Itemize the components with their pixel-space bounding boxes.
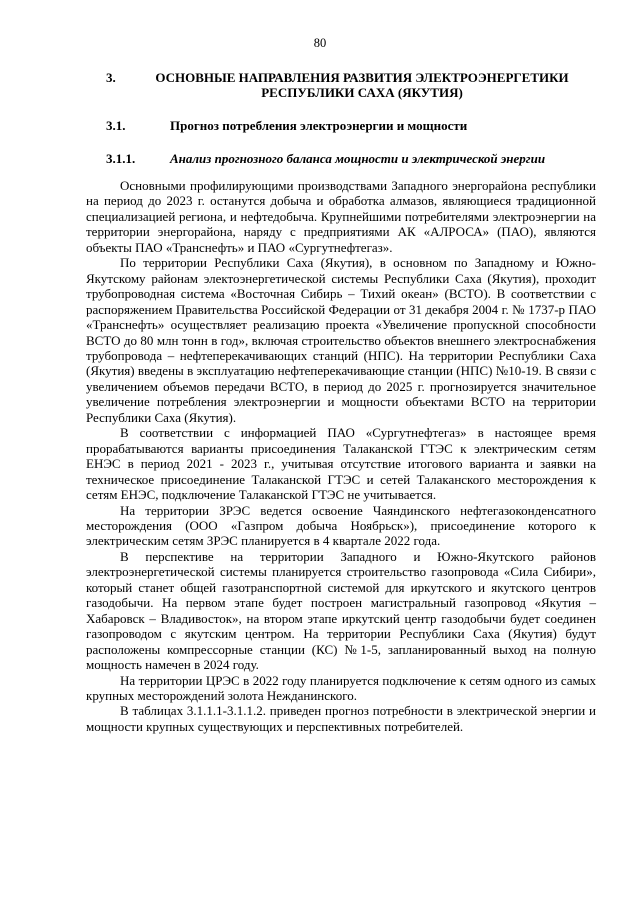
- section-title: ОСНОВНЫЕ НАПРАВЛЕНИЯ РАЗВИТИЯ ЭЛЕКТРОЭНЕРГЕТИКИ РЕСПУБЛИКИ САХА (ЯКУТИЯ): [155, 70, 569, 100]
- page-number: 80: [313, 36, 327, 50]
- paragraph: В перспективе на территории Западного и Южно-Якутского районов электроэнергетической системы планируется строительство газопровода «Сила Сибири», который станет общей газотранспортной системой для иркутского и якутского центров газодобычи. На первом этапе будет построен магистральный газопровод «Якутия – Хабаровск – Владивосток», на втором этапе иркутский центр газодобычи будет соединен газопроводом с якутским центром. На территории Республики Саха (Якутия) будут расположены компрессорные станции (КС) №1-5, запланированный выход на полную мощность намечен в 2024 году.: [86, 548, 596, 673]
- paragraph: На территории ЦРЭС в 2022 году планируется подключение к сетям одного из самых крупных месторождений золота Нежданинского.: [86, 672, 596, 703]
- paragraph: Основными профилирующими производствами Западного энергорайона республики на период до 2023 г. останутся добыча и обработка алмазов, являющиеся традиционной специализацией региона, и нефтедобыча. Крупнейшими потребителями электроэнергии на территории энергорайона, наряду с предприятиями АК «АЛРОСА» (ПАО), являются объекты ПАО «Транснефть» и ПАО «Сургутнефтегаз».: [86, 178, 596, 255]
- section-number: 3.: [106, 70, 116, 85]
- body-text: [86, 178, 596, 734]
- paragraph: В соответствии с информацией ПАО «Сургутнефтегаз» в настоящее время прорабатываются варианты присоединения Талаканской ГТЭС к электрическим сетям ЕНЭС в период 2021 - 2023 г., учитывая отсутствие итогового варианта и заявки на техническое присоединение Талаканской ГТЭС и сетей Талаканского месторождения к сетям ЕНЭС, подключение Талаканской ГТЭС не учитывается.: [86, 425, 596, 503]
- subsection-title: Прогноз потребления электроэнергии и мощности: [170, 118, 468, 133]
- paragraph: В таблицах 3.1.1.1-3.1.1.2. приведен прогноз потребности в электрической энергии и мощности крупных существующих и перспективных потребителей.: [86, 703, 596, 734]
- subsubsection-number: 3.1.1.: [106, 151, 136, 166]
- subsubsection-title: Анализ прогнозного баланса мощности и электрической энергии: [170, 151, 546, 166]
- paragraph: По территории Республики Саха (Якутия), в основном по Западному и Южно-Якутскому районам электоэнергетической системы Республики Саха (Якутия), проходит трубопроводная система «Восточная Сибирь – Тихий океан» (ВСТО). В соответствии с распоряжением Правительства Российской Федерации от 31 декабря 2004 г. № 1737-р ПАО «Транснефть» осуществляет реализацию проекта «Увеличение пропускной способности ВСТО до 80 млн тонн в год», включая строительство объектов внешнего электроснабжения трубопровода – нефтеперекачивающих станций (НПС). На территории Республики Саха (Якутия) введены в эксплуатацию нефтеперекачивающие станции (НПС) №10-19. В связи с увеличением объемов передачи ВСТО, в период до 2025 г. прогнозируется значительное увеличение потребления электроэнергии и мощности объектами ВСТО на территории Республики Саха (Якутия).: [86, 255, 596, 425]
- paragraph: На территории ЗРЭС ведется освоение Чаяндинского нефтегазоконденсатного месторождения (ООО «Газпром добыча Ноябрьск»), присоединение которого к электрическим сетям ЗРЭС планируется в 4 квартале 2022 года.: [86, 502, 596, 549]
- subsection-number: 3.1.: [106, 118, 126, 133]
